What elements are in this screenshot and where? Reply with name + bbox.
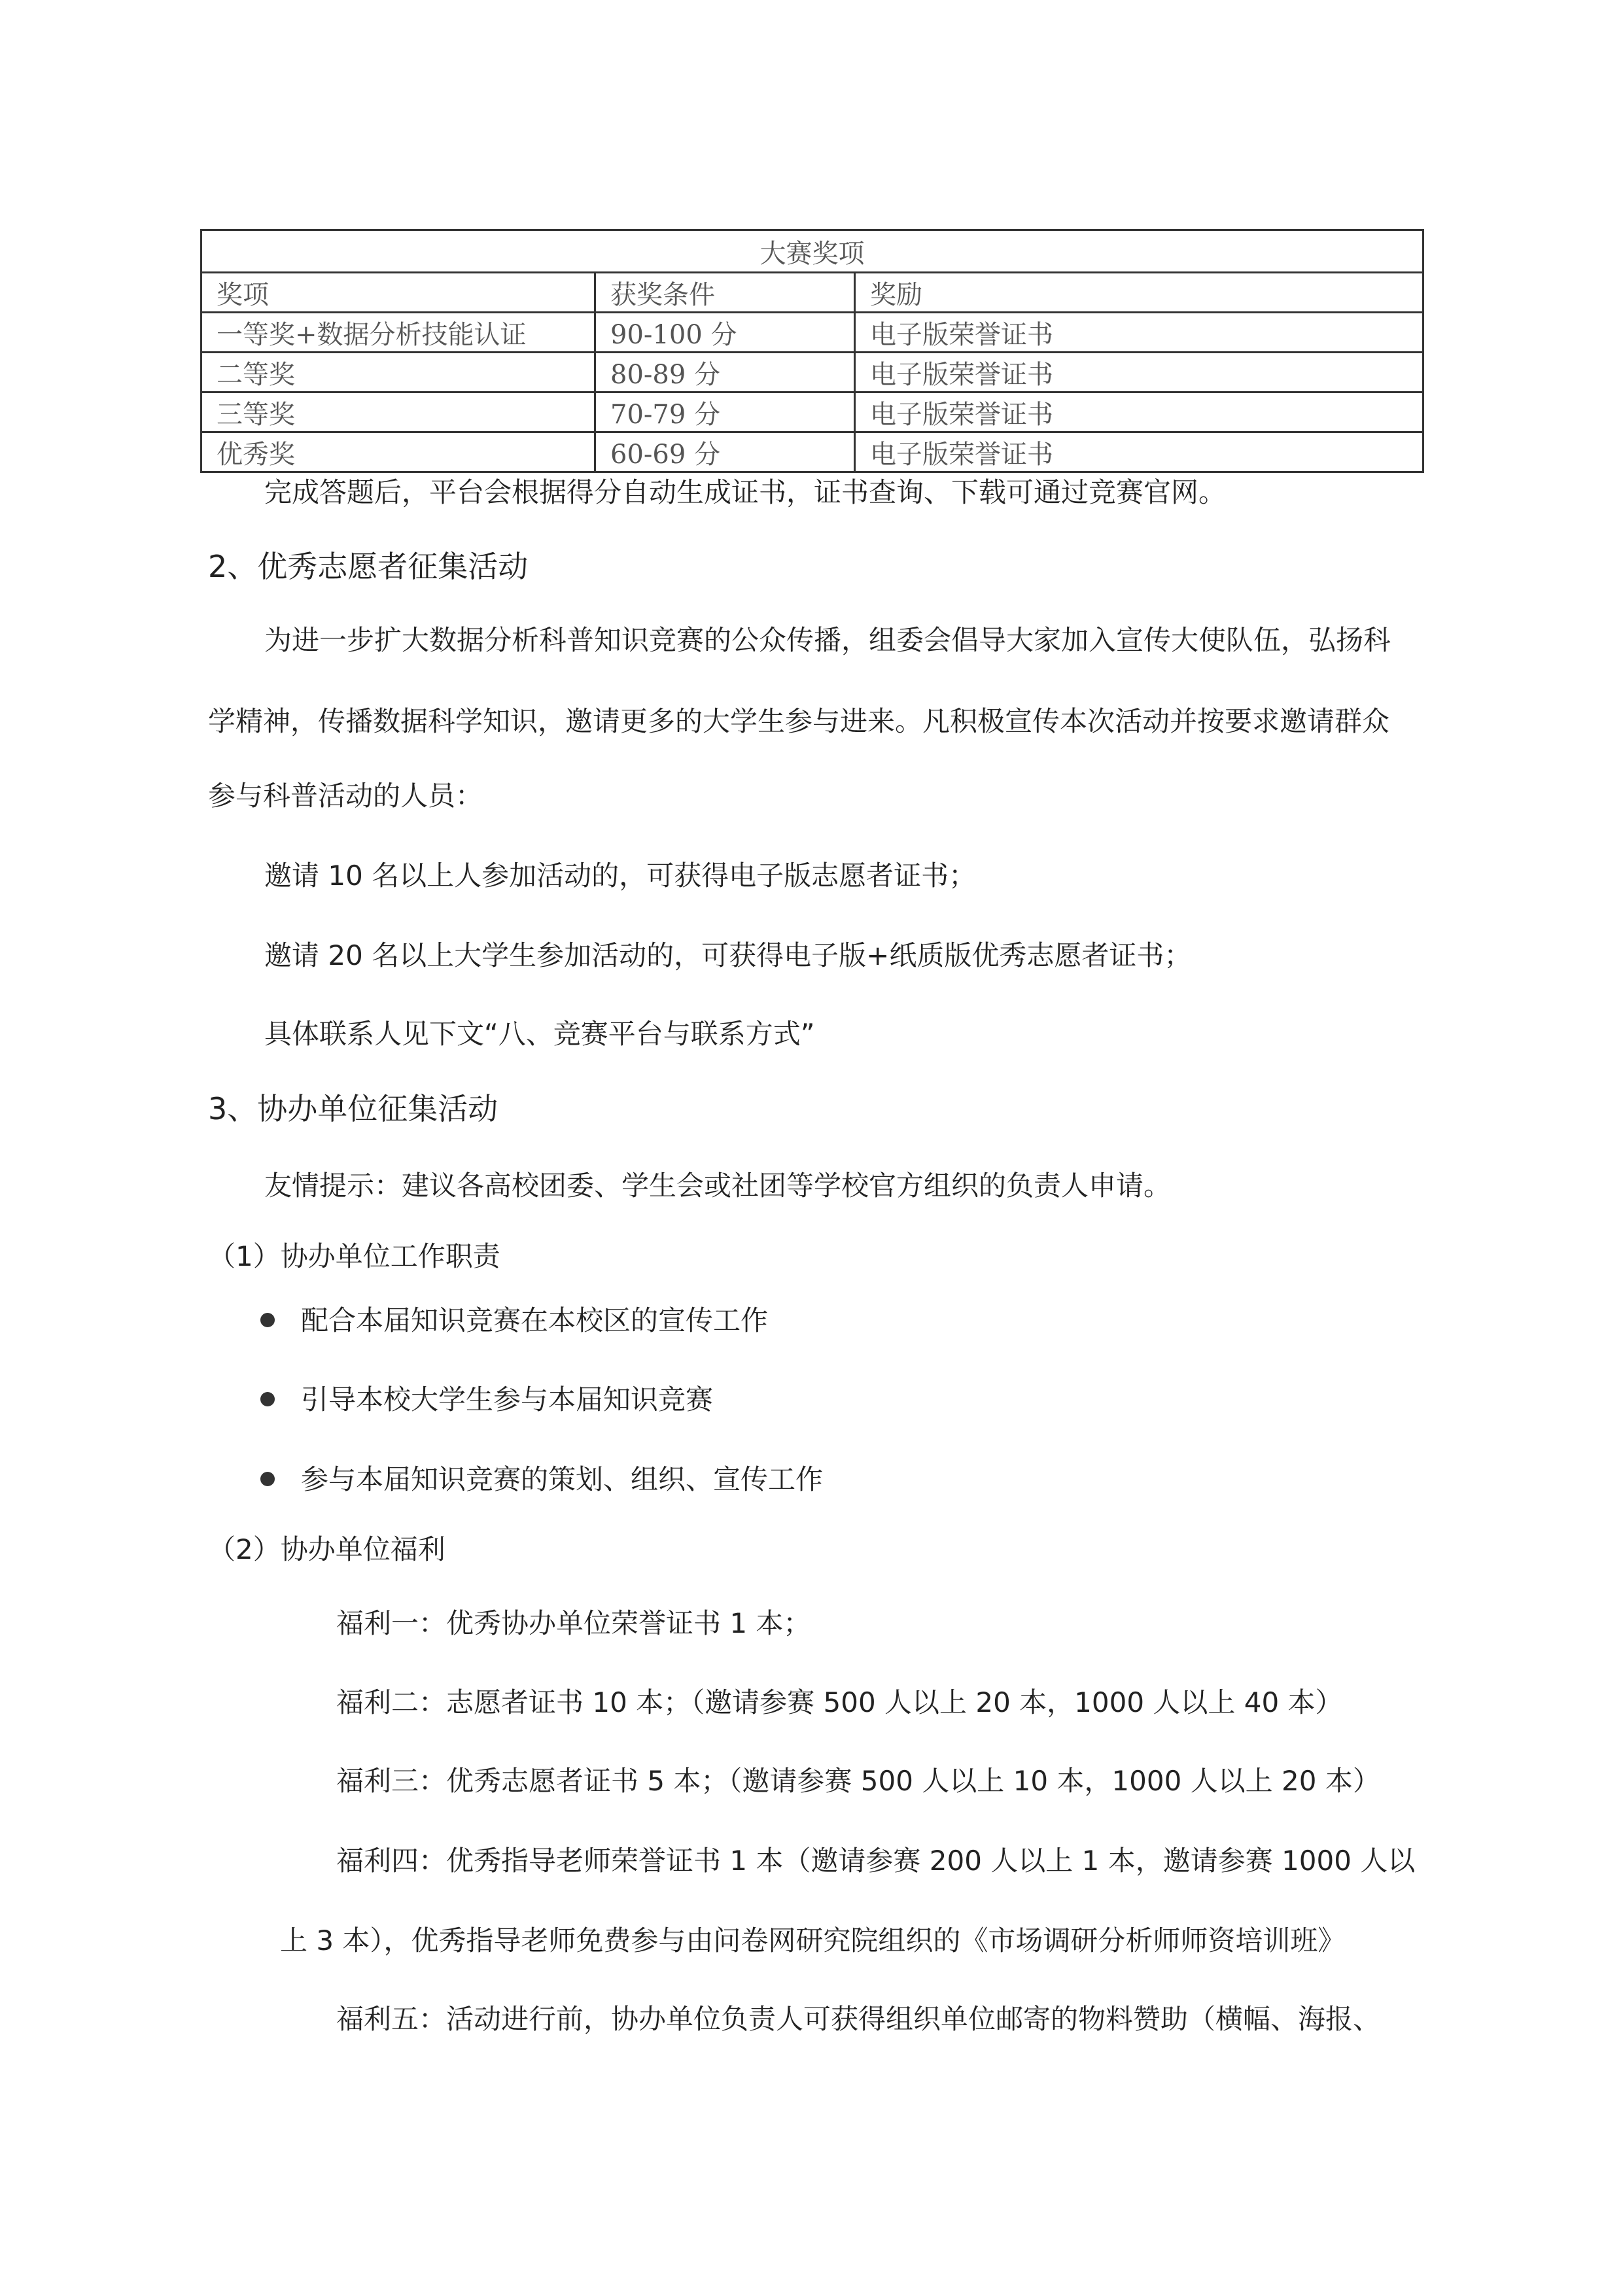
contact-note: 具体联系人见下文“八、竞赛平台与联系方式”	[264, 1018, 815, 1050]
volunteer-rule: 邀请 20 名以上大学生参加活动的，可获得电子版+纸质版优秀志愿者证书；	[264, 939, 1192, 971]
table-header: 奖励	[855, 273, 1423, 313]
table-cell: 电子版荣誉证书	[855, 392, 1423, 432]
table-cell: 三等奖	[201, 392, 595, 432]
award-table	[200, 229, 1424, 473]
bullet-icon	[260, 1392, 275, 1406]
table-row	[201, 432, 1423, 472]
bullet-icon	[260, 1472, 275, 1486]
subheading-benefits: （2）协办单位福利	[208, 1533, 445, 1565]
certificate-note: 完成答题后，平台会根据得分自动生成证书，证书查询、下载可通过竞赛官网。	[264, 476, 1227, 508]
duty-item: 参与本届知识竞赛的策划、组织、宣传工作	[301, 1463, 824, 1495]
section2-paragraph-line: 参与科普活动的人员：	[208, 780, 483, 812]
benefit-item: 上 3 本），优秀指导老师免费参与由问卷网研究院组织的《市场调研分析师师资培训班》	[280, 1924, 1346, 1957]
table-cell: 优秀奖	[201, 432, 595, 472]
section2-paragraph-line: 为进一步扩大数据分析科普知识竞赛的公众传播，组委会倡导大家加入宣传大使队伍，弘扬科	[264, 624, 1391, 656]
table-cell: 二等奖	[201, 353, 595, 392]
benefit-item: 福利三：优秀志愿者证书 5 本；（邀请参赛 500 人以上 10 本，1000 人以上 20 本）	[336, 1765, 1380, 1797]
benefit-item: 福利一：优秀协办单位荣誉证书 1 本；	[336, 1607, 811, 1639]
duty-item: 配合本届知识竞赛在本校区的宣传工作	[301, 1304, 769, 1336]
table-cell: 60-69 分	[595, 432, 855, 472]
table-cell: 电子版荣誉证书	[855, 432, 1423, 472]
table-cell: 80-89 分	[595, 353, 855, 392]
table-header: 获奖条件	[595, 273, 855, 313]
table-header-row	[201, 273, 1423, 313]
benefit-item: 福利二：志愿者证书 10 本；（邀请参赛 500 人以上 20 本，1000 人以上 40 本）	[336, 1686, 1343, 1718]
table-cell: 70-79 分	[595, 392, 855, 432]
table-title: 大赛奖项	[201, 230, 1423, 273]
table-header: 奖项	[201, 273, 595, 313]
table-cell: 90-100 分	[595, 313, 855, 353]
duty-item: 引导本校大学生参与本届知识竞赛	[301, 1383, 714, 1416]
benefit-item: 福利五：活动进行前，协办单位负责人可获得组织单位邮寄的物料赞助（横幅、海报、	[336, 2003, 1381, 2035]
table-cell: 电子版荣誉证书	[855, 313, 1423, 353]
table-row	[201, 353, 1423, 392]
bullet-icon	[260, 1313, 275, 1327]
section3-heading: 3、协办单位征集活动	[208, 1091, 498, 1126]
table-row	[201, 313, 1423, 353]
section2-paragraph-line: 学精神，传播数据科学知识，邀请更多的大学生参与进来。凡积极宣传本次活动并按要求邀请群众	[208, 705, 1390, 737]
benefit-item: 福利四：优秀指导老师荣誉证书 1 本（邀请参赛 200 人以上 1 本，邀请参赛 1000 人以	[336, 1845, 1416, 1877]
friendly-tip: 友情提示：建议各高校团委、学生会或社团等学校官方组织的负责人申请。	[264, 1170, 1172, 1202]
table-cell: 一等奖+数据分析技能认证	[201, 313, 595, 353]
table-row	[201, 392, 1423, 432]
subheading-duties: （1）协办单位工作职责	[208, 1240, 500, 1272]
table-cell: 电子版荣誉证书	[855, 353, 1423, 392]
section2-heading: 2、优秀志愿者征集活动	[208, 549, 529, 584]
table-title-row	[201, 230, 1423, 273]
volunteer-rule: 邀请 10 名以上人参加活动的，可获得电子版志愿者证书；	[264, 860, 977, 892]
